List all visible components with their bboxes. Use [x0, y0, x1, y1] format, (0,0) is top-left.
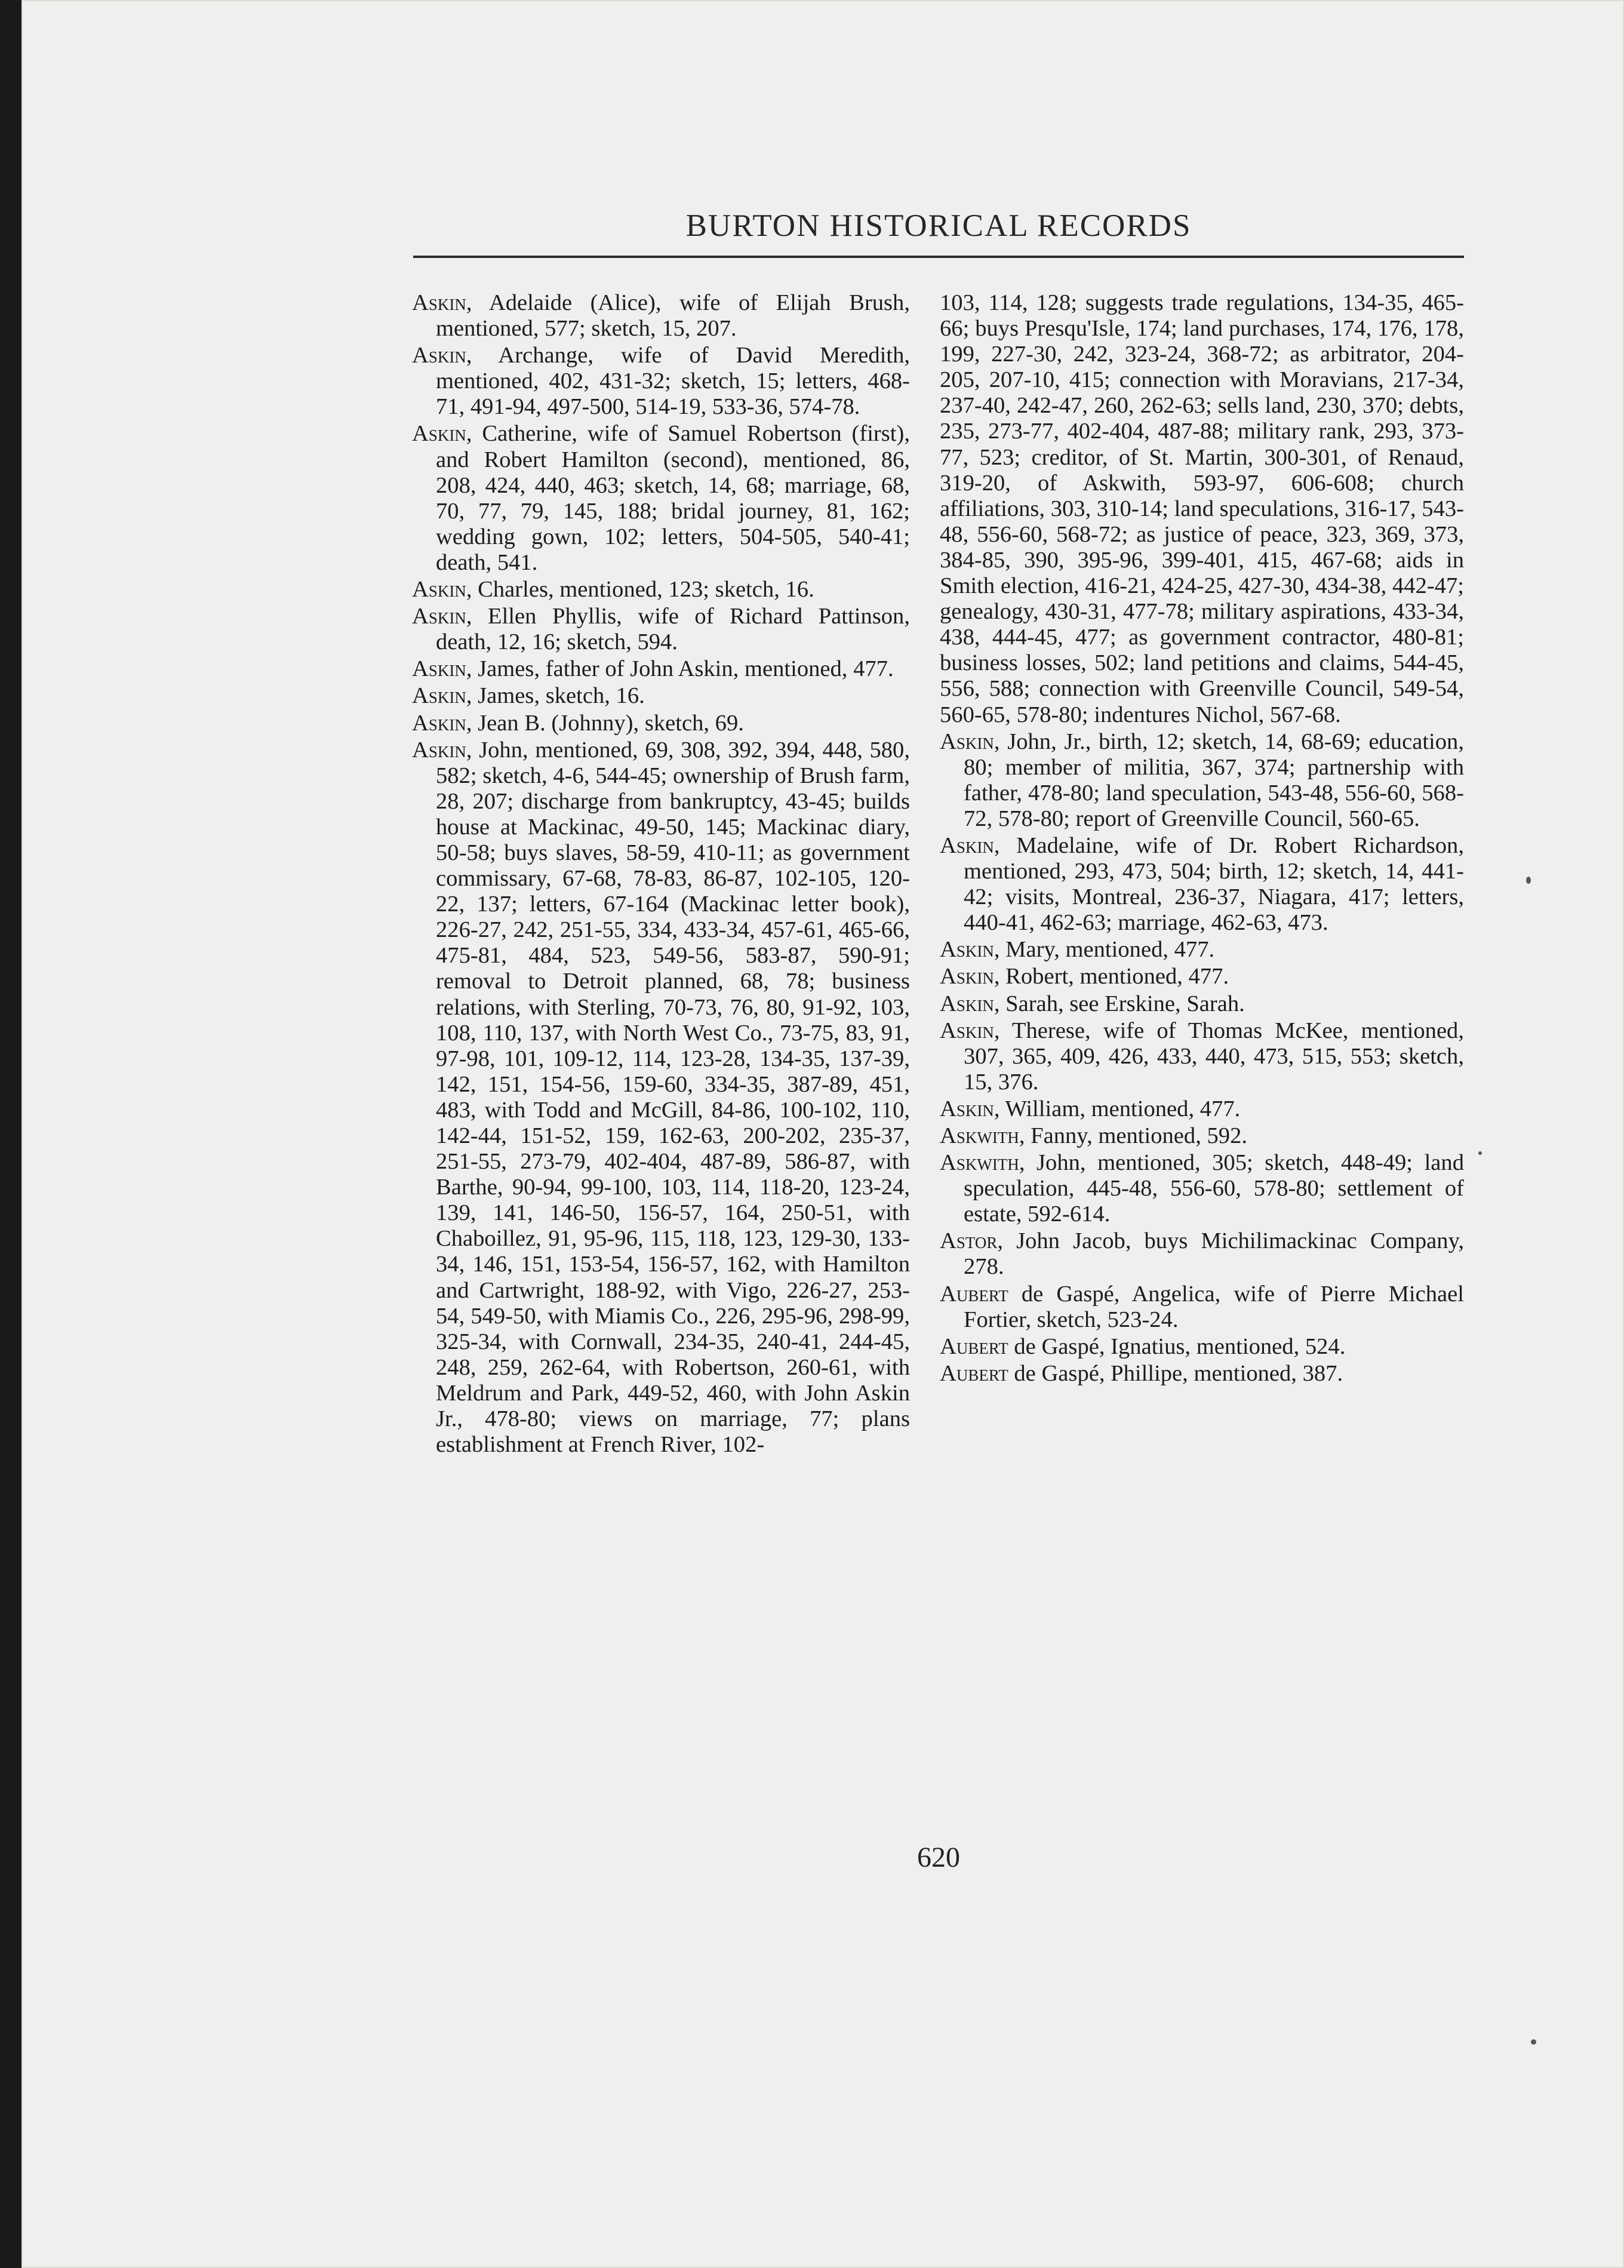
entry-text: de Gaspé, Phillipe, mentioned, 387. [1008, 1360, 1343, 1386]
entry-text: de Gaspé, Angelica, wife of Pierre Michael Fortier, sketch, 523-24. [964, 1281, 1464, 1332]
index-entry [940, 937, 1464, 963]
index-entry [940, 1281, 1464, 1333]
page-number: 620 [917, 1842, 960, 1873]
index-entry [940, 1096, 1464, 1122]
index-entry [412, 343, 910, 420]
index-entry [940, 1334, 1464, 1360]
entry-text: , Robert, mentioned, 477. [994, 964, 1229, 989]
entry-surname: Askin [412, 421, 466, 447]
entry-surname: Askin [940, 729, 994, 754]
index-entry [940, 290, 1464, 728]
entry-text: 103, 114, 128; suggests trade regulations, 134-35, 465-66; buys Presqu'Isle, 174; land purchases, 174, 176, 178, 199, 227-30, 242, 323-24, 368-72; as arbitrator, 204-205, 207-10, 415; connection with Moravians, 217-34, 237-40, 242-47, 260, 262-63; sells land, 230, 370; debts, 235, 273-77, 402-404, 487-88; military rank, 293, 373-77, 523; creditor, of St. Martin, 300-301, of Renaud, 319-20, of Askwith, 593-97, 606-608; church affiliations, 303, 310-14; land speculations, 316-17, 543-48, 556-60, 568-72; as justice of peace, 323, 369, 373, 384-85, 390, 395-96, 399-401, 415, 467-68; aids in Smith election, 416-21, 424-25, 427-30, 434-38, 442-47; genealogy, 430-31, 477-78; military aspirations, 433-34, 438, 444-45, 477; as government contractor, 480-81; business losses, 502; land petitions and claims, 544-45, 556, 588; connection with Greenville Council, 549-54, 560-65, 578-80; indentures Nichol, 567-68. [940, 290, 1464, 727]
entry-surname: Aubert [940, 1281, 1008, 1307]
entry-surname: Askin [940, 937, 994, 963]
entry-surname: Askin [940, 1096, 994, 1121]
entry-text: , Mary, mentioned, 477. [994, 937, 1215, 963]
entry-surname: Askin [412, 577, 466, 603]
entry-text: , John Jacob, buys Michilimackinac Company, 278. [964, 1228, 1464, 1280]
entry-surname: Askin [412, 683, 466, 709]
entry-surname: Askin [940, 832, 994, 858]
index-entry [940, 1123, 1464, 1149]
entry-surname: Astor [940, 1228, 998, 1254]
entry-text: , Adelaide (Alice), wife of Elijah Brush, mentioned, 577; sketch, 15, 207. [436, 290, 910, 342]
entry-surname: Askin [412, 290, 466, 315]
entry-text: , John, mentioned, 305; sketch, 448-49; land speculation, 445-48, 556-60, 578-80; settlement of estate, 592-614. [964, 1150, 1464, 1227]
index-entry [940, 964, 1464, 989]
speck-mark [1531, 2039, 1536, 2045]
index-entry [412, 604, 910, 655]
entry-text: , Therese, wife of Thomas McKee, mentioned, 307, 365, 409, 426, 433, 440, 473, 515, 553; sketch, 15, 376. [964, 1018, 1464, 1095]
entry-text: , Jean B. (Johnny), sketch, 69. [466, 710, 744, 736]
entry-surname: Askin [940, 1018, 994, 1043]
entry-text: , Ellen Phyllis, wife of Richard Pattinson, death, 12, 16; sketch, 594. [436, 604, 910, 655]
index-entry [940, 1018, 1464, 1095]
index-entry [412, 290, 910, 342]
entry-text: , James, sketch, 16. [466, 683, 645, 709]
entry-surname: Askin [940, 964, 994, 989]
speck-mark [1526, 877, 1531, 884]
entry-text: , Archange, wife of David Meredith, mentioned, 402, 431-32; sketch, 15; letters, 468-71, 491-94, 497-500, 514-19, 533-36, 574-78. [436, 343, 910, 420]
entry-surname: Askin [412, 737, 466, 763]
speck-mark [1478, 1151, 1482, 1155]
entry-surname: Askin [412, 656, 466, 682]
index-entry [412, 656, 910, 682]
index-entry [940, 729, 1464, 832]
index-entry [412, 683, 910, 709]
entry-surname: Askin [940, 991, 994, 1016]
entry-text: , William, mentioned, 477. [994, 1096, 1241, 1121]
entry-text: , Catherine, wife of Samuel Robertson (first), and Robert Hamilton (second), mentioned, 86, 208, 424, 440, 463; sketch, 14, 68; marriage, 68, 70, 77, 79, 145, 188; bridal journey, 81, 162; wedding gown, 102; letters, 504-505, 540-41; death, 541. [436, 421, 910, 575]
index-entry [940, 1228, 1464, 1280]
index-entry [940, 1150, 1464, 1227]
index-column-left [412, 290, 910, 1459]
entry-surname: Askin [412, 604, 466, 629]
index-entry [940, 1361, 1464, 1387]
entry-surname: Askin [412, 343, 466, 368]
entry-text: , John, mentioned, 69, 308, 392, 394, 448, 580, 582; sketch, 4-6, 544-45; ownership of Brush farm, 28, 207; discharge from bankruptcy, 43-45; builds house at Mackinac, 49-50, 145; Mackinac diary, 50-58; buys slaves, 58-59, 410-11; as government commissary, 67-68, 78-83, 86-87, 102-105, 120-22, 137; letters, 67-164 (Mackinac letter book), 226-27, 242, 251-55, 334, 433-34, 457-61, 465-66, 475-81, 484, 523, 549-56, 583-87, 590-91; removal to Detroit planned, 68, 78; business relations, with Sterling, 70-73, 76, 80, 91-92, 103, 108, 110, 137, with North West Co., 73-75, 83, 91, 97-98, 101, 109-12, 114, 123-28, 134-35, 137-39, 142, 151, 154-56, 159-60, 334-35, 387-89, 451, 483, with Todd and McGill, 84-86, 100-102, 110, 142-44, 151-52, 159, 162-63, 200-202, 235-37, 251-55, 273-79, 402-404, 487-89, 586-87, with Barthe, 90-94, 99-100, 103, 114, 118-20, 123-24, 139, 141, 146-50, 156-57, 164, 250-51, with Chaboillez, 91, 95-96, 115, 118, 123, 129-30, 133-34, 146, 151, 153-54, 156-57, 162, with Hamilton and Cartwright, 188-92, with Vigo, 226-27, 253-54, 549-50, with Miamis Co., 226, 295-96, 298-99, 325-34, with Cornwall, 234-35, 240-41, 244-45, 248, 259, 262-64, with Robertson, 260-61, with Meldrum and Park, 449-52, 460, with John Askin Jr., 478-80; views on marriage, 77; plans establishment at French River, 102- [436, 737, 910, 1458]
running-header: BURTON HISTORICAL RECORDS [685, 208, 1192, 243]
index-entry [412, 711, 910, 736]
entry-surname: Aubert [940, 1360, 1008, 1386]
header-rule [413, 256, 1464, 258]
index-entry [412, 737, 910, 1458]
book-page [21, 0, 1624, 2268]
index-entry [412, 421, 910, 576]
index-column-right [940, 290, 1464, 1388]
entry-surname: Askwith [940, 1123, 1019, 1148]
entry-text: , Charles, mentioned, 123; sketch, 16. [466, 577, 814, 603]
index-entry [940, 833, 1464, 936]
entry-surname: Askwith [940, 1150, 1019, 1176]
entry-surname: Aubert [940, 1333, 1008, 1359]
index-entry [940, 991, 1464, 1017]
entry-text: , James, father of John Askin, mentioned, 477. [466, 656, 894, 682]
entry-text: , John, Jr., birth, 12; sketch, 14, 68-69; education, 80; member of militia, 367, 374; partnership with father, 478-80; land speculation, 543-48, 556-60, 568-72, 578-80; report of Greenville Council, 560-65. [964, 729, 1464, 831]
entry-surname: Askin [412, 710, 466, 736]
entry-text: , Sarah, see Erskine, Sarah. [994, 991, 1245, 1016]
entry-text: , Madelaine, wife of Dr. Robert Richardson, mentioned, 293, 473, 504; birth, 12; sketch, 14, 441-42; visits, Montreal, 236-37, Niagara, 417; letters, 440-41, 462-63; marriage, 462-63, 473. [964, 832, 1464, 936]
index-entry [412, 577, 910, 603]
entry-text: , Fanny, mentioned, 592. [1019, 1123, 1248, 1148]
entry-text: de Gaspé, Ignatius, mentioned, 524. [1008, 1333, 1346, 1359]
